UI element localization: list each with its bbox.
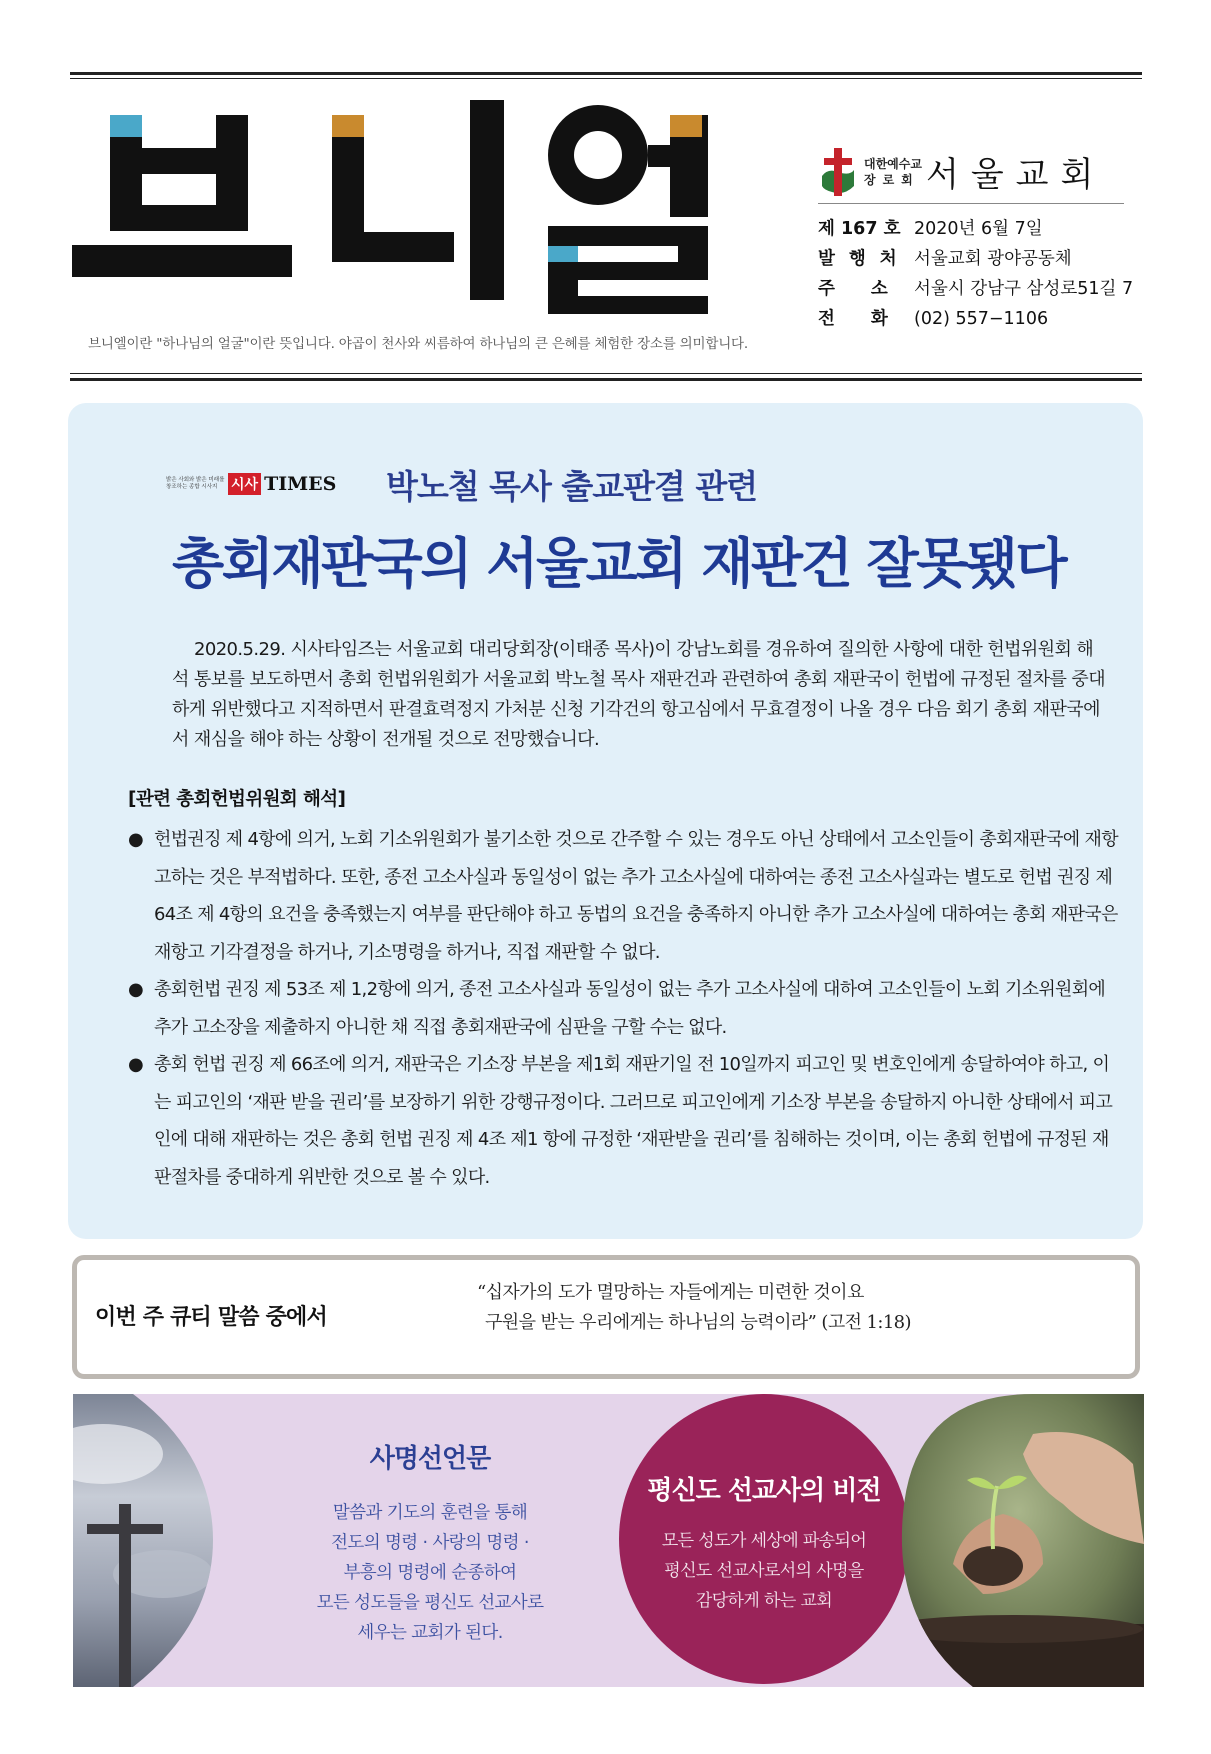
list-item-text: 총회 헌법 권징 제 66조에 의거, 재판국은 기소장 부본을 제1회 재판기일 전 10일까지 피고인 및 변호인에게 송달하여야 하고, 이는 피고인의 ‘재판 받을 권리’를 보장하기 위한 강행규정이다. 그러므로 피고인에게 기소장 부본을 송달하지 아니한 상태에서 피고인에 대해 재판하는 것은 총회 헌법 권징 제 4조 제1 항에 규정한 ‘재판받을 권리’를 침해하는 것이며, 이는 총회 헌법에 규정된 재판절차를 중대하게 위반한 것으로 볼 수 있다.: [154, 1054, 1113, 1188]
sisa-times-tagline: 밝은 사회와 밝은 미래를 창조하는 종합 시사지: [166, 477, 225, 490]
vision-line: 평신도 선교사로서의 사명을: [664, 1561, 864, 1581]
masthead: [70, 90, 790, 352]
issue-label: 제 167 호: [818, 219, 901, 239]
address-label: 주소: [818, 279, 924, 299]
mission-strip: [73, 1394, 1144, 1687]
mid-rule-thin: [70, 373, 1142, 374]
vision-title: 평신도 선교사의 비전: [647, 1476, 881, 1506]
article-panel: [68, 403, 1143, 1239]
church-logo: [818, 146, 1124, 204]
vision-lines: [619, 1526, 909, 1616]
article-subhead: 박노철 목사 출교판결 관련: [386, 467, 758, 506]
qt-verse-line2: 구원을 받는 우리에게는 하나님의 능력이라” (고전 1:18): [485, 1312, 911, 1333]
mission-line: 부흥의 명령에 순종하여: [343, 1563, 517, 1583]
issue-info: [818, 214, 1134, 334]
publisher-label: 발행처: [818, 249, 911, 269]
bullet-icon: ●: [128, 1054, 144, 1075]
mission-line: 말씀과 기도의 훈련을 통해: [332, 1503, 528, 1523]
address-value: 서울시 강남구 삼성로51길 7: [914, 279, 1134, 299]
bullet-icon: ●: [128, 979, 144, 1000]
qt-box: [72, 1255, 1140, 1379]
seedling-hands-photo-icon: [893, 1394, 1144, 1687]
issue-date: 2020년 6월 7일: [914, 219, 1043, 239]
phone-row: [818, 304, 1124, 334]
list-item-text: 헌법권징 제 4항에 의거, 노회 기소위원회가 불기소한 것으로 간주할 수 있는 경우도 아닌 상태에서 고소인들이 총회재판국에 재항고하는 것은 부적법하다. 또한, 종전 고소사실과 동일성이 없는 추가 고소사실에 대하여는 종전 고소사실과는 별도로 헌법 권징 제 64조 제 4항의 요건을 충족했는지 여부를 판단해야 하고 동법의 요건을 충족하지 아니한 추가 고소사실에 대하여는 총회 재판국은 재항고 기각결정을 하거나, 기소명령을 하거나, 직접 재판할 수 없다.: [154, 829, 1118, 963]
denomination-line2: 장로회: [864, 172, 920, 187]
mission-line: 전도의 명령 · 사랑의 명령 ·: [331, 1533, 529, 1553]
interpretation-list: [128, 821, 1118, 1196]
bullet-icon: ●: [128, 829, 144, 850]
church-cross-icon: [818, 146, 858, 198]
article-lead: 2020.5.29. 시사타임즈는 서울교회 대리당회장(이태종 목사)이 강남노회를 경유하여 질의한 사항에 대한 헌법위원회 해석 통보를 보도하면서 총회 헌법위원회가 서울교회 박노철 목사 재판건과 관련하여 총회 재판국이 헌법에 규정된 절차를 중대하게 위반했다고 지적하면서 판결효력정지 가처분 신청 기각건의 항고심에서 무효결정이 나올 경우 다음 회기 총회 재판국에서 재심을 해야 하는 상황이 전개될 것으로 전망했습니다.: [172, 639, 1106, 750]
article-headline: 총회재판국의 서울교회 재판건 잘못됐다: [172, 532, 1066, 595]
mission-lines: [255, 1498, 605, 1648]
mission-line: 모든 성도들을 평신도 선교사로: [316, 1593, 544, 1613]
church-info: [818, 146, 1134, 334]
mid-rule-thick: [70, 378, 1142, 381]
top-rule-thick: [70, 72, 1142, 75]
vision-line: 모든 성도가 세상에 파송되어: [661, 1531, 867, 1551]
qt-verse-line1: “십자가의 도가 멸망하는 자들에게는 미련한 것이요: [477, 1282, 864, 1303]
mission-line: 세우는 교회가 된다.: [357, 1623, 503, 1643]
mission-title: 사명선언문: [369, 1444, 491, 1474]
cross-photo-icon: [73, 1394, 213, 1687]
sisa-times-red-label: 시사: [228, 473, 261, 495]
list-item: [128, 821, 1118, 971]
list-item: [128, 1046, 1118, 1196]
list-item-text: 총회헌법 권징 제 53조 제 1,2항에 의거, 종전 고소사실과 동일성이 없는 추가 고소사실에 대하여 고소인들이 노회 기소위원회에 추가 고소장을 제출하지 아니한 채 직접 총회재판국에 심판을 구할 수는 없다.: [154, 979, 1106, 1038]
sisa-times-word: TIMES: [264, 473, 337, 495]
top-rule-thin: [70, 78, 1142, 79]
qt-verse: [477, 1278, 911, 1338]
church-name: 서울교회: [925, 155, 1106, 195]
vision-line: 감당하게 하는 교회: [695, 1591, 833, 1611]
publisher-value: 서울교회 광야공동체: [914, 249, 1072, 269]
phone-label: 전화: [818, 309, 924, 329]
denomination: [864, 156, 922, 188]
sisa-times-logo: [166, 471, 354, 497]
list-item: [128, 971, 1118, 1046]
address-row: [818, 274, 1134, 304]
publisher-row: [818, 244, 1124, 274]
masthead-logo-icon: [70, 90, 790, 330]
issue-row: [818, 214, 1124, 244]
section-title: [관련 총회헌법위원회 해석]: [128, 789, 346, 810]
qt-title: 이번 주 큐티 말씀 중에서: [95, 1305, 327, 1330]
vision-circle: [619, 1394, 909, 1684]
denomination-line1: 대한예수교: [864, 156, 922, 171]
masthead-tagline: 브니엘이란 "하나님의 얼굴"이란 뜻입니다. 야곱이 천사와 씨름하여 하나님의 큰 은혜를 체험한 장소를 의미합니다.: [88, 336, 748, 352]
phone-value: (02) 557−1106: [914, 309, 1049, 329]
